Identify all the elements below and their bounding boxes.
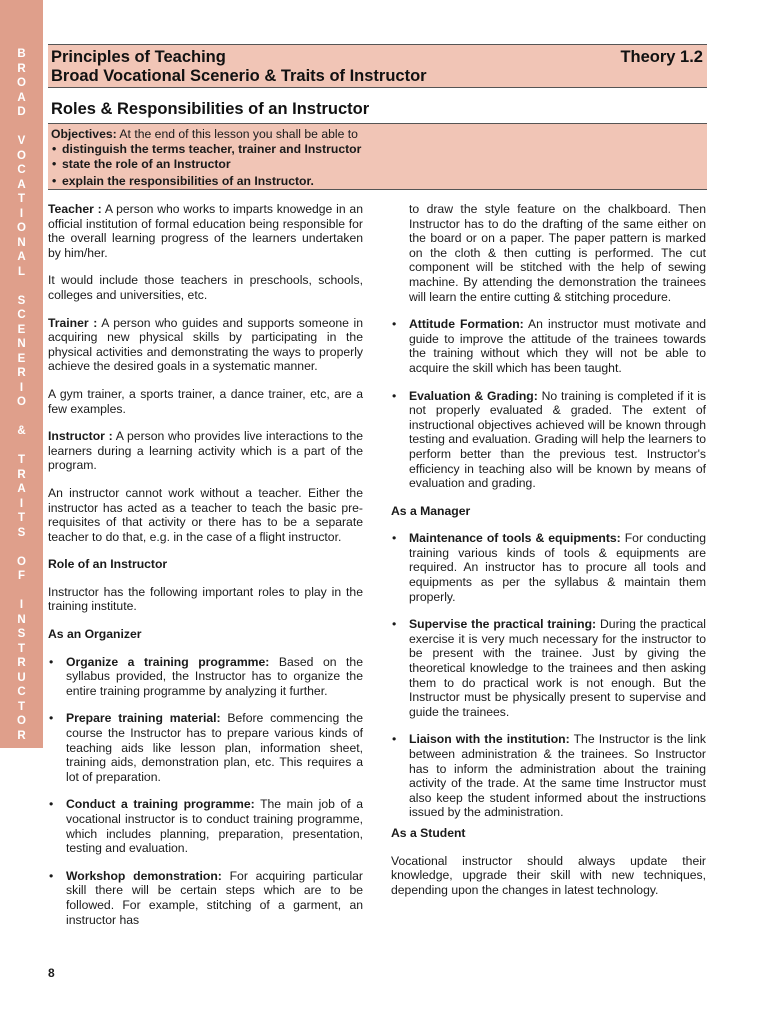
vertical-letter [0, 584, 43, 599]
teacher-definition [48, 202, 363, 260]
manager-item-term: Maintenance of tools & equipments: [409, 531, 621, 546]
vertical-letter: T [17, 642, 26, 655]
vertical-letter [0, 540, 43, 555]
trainer-def-text: A person who guides and supports someone in acquiring new physical skills by participating in the physical activities and demonstrating the ways to properly achieve the desired goals in a systematic manner. [48, 315, 364, 374]
instructor-term: Instructor : [48, 429, 113, 444]
vertical-letter: R [17, 468, 26, 481]
teacher-note: It would include those teachers in preschools, schools, colleges and universities, etc. [48, 273, 363, 302]
objectives-label: Objectives: [51, 127, 117, 141]
vertical-letter: R [17, 367, 26, 379]
vertical-letter: V [17, 135, 26, 147]
manager-item-text: During the practical exercise it is very much necessary for the instructor to be present with the trainee. Just by giving the theoretical knowledge to the trainees and then asking them to do practical work is not enough. But the Instructor must be physically present to supervise and guide the trainees. [409, 617, 706, 719]
header-theory-number: Theory 1.2 [620, 48, 703, 66]
vertical-letter: N [17, 338, 26, 350]
organizer-item [391, 317, 706, 375]
vertical-letter: L [17, 265, 26, 278]
vertical-letter: S [17, 294, 26, 307]
trainer-note: A gym trainer, a sports trainer, a dance trainer, etc, are a few examples. [48, 386, 363, 416]
organizer-item-text: Based on the syllabus provided, the Instructor has to organize the entire training programme by analyzing it further. [66, 654, 363, 698]
vertical-letter: R [17, 62, 26, 75]
student-heading: As a Student [391, 825, 466, 840]
left-column [48, 202, 363, 940]
vertical-letter: B [17, 48, 26, 60]
objectives-intro-text: At the end of this lesson you shall be able to [116, 127, 358, 141]
vertical-letter: O [17, 77, 26, 89]
vertical-letter: O [17, 149, 26, 162]
trainer-term: Trainer : [48, 315, 98, 330]
vertical-letter: I [19, 497, 24, 510]
vertical-letter: A [17, 91, 26, 104]
organizer-item [391, 389, 706, 491]
page-number: 8 [48, 966, 55, 980]
role-intro: Instructor has the following important roles to play in the training institute. [48, 584, 363, 614]
trainer-definition [48, 316, 363, 374]
manager-item-term: Supervise the practical training: [409, 617, 597, 632]
vertical-letter: & [17, 425, 26, 437]
vertical-letter [0, 279, 43, 294]
organizer-item-term: Evaluation & Grading: [409, 388, 538, 403]
vertical-letter: I [19, 381, 24, 394]
organizer-item [48, 655, 363, 699]
objectives-list [51, 142, 707, 189]
organizer-item-term: Conduct a training programme: [66, 797, 255, 812]
vertical-letter: O [17, 396, 26, 408]
manager-item [391, 732, 706, 820]
instructor-note: An instructor cannot work without a teacher. Either the instructor has acted as a teacher to teach the basic pre-requisites of that activity or there has to be a separate teacher to do that, e.g. in the case of a flight instructor. [48, 485, 363, 544]
role-heading: Role of an Instructor [48, 557, 168, 572]
vertical-letter: T [17, 193, 26, 205]
organizer-item-text: The main job of a vocational instructor is to conduct training programme, which includes planning, preparation, presentation, testing and evaluation. [66, 797, 363, 856]
organizer-item [48, 797, 363, 855]
vertical-letter: C [17, 309, 26, 321]
vertical-letter: D [17, 106, 26, 118]
organizer-item-term: Attitude Formation: [409, 317, 524, 332]
student-text: Vocational instructor should always update their knowledge, upgrade their skill with new techniques, depending upon the changes in latest technology. [391, 853, 706, 897]
header-title-line1: Principles of Teaching [51, 48, 226, 66]
manager-item [391, 531, 706, 604]
organizer-item [48, 711, 363, 784]
manager-heading: As a Manager [391, 503, 471, 518]
manager-item [391, 617, 706, 719]
vertical-letter: R [17, 729, 26, 742]
right-column [391, 202, 706, 910]
organizer-heading: As an Organizer [48, 627, 142, 642]
side-tab [0, 0, 43, 748]
vertical-letter: T [17, 454, 26, 466]
vertical-letter: E [17, 323, 26, 336]
vertical-letter: O [17, 555, 26, 568]
vertical-letter: A [17, 178, 26, 191]
vertical-letter: S [17, 628, 26, 640]
vertical-letter: E [17, 352, 26, 365]
organizer-item-text: No training is completed if it is not properly evaluated & graded. The extent of instructional objectives achieved will be known through testing and evaluation. Grading will help the learners to perform better than the previous test. Instructor's efficiency in teaching also will be known by means of evaluation and grading. [409, 388, 706, 491]
objectives-box [48, 123, 707, 190]
vertical-letter: O [17, 222, 26, 234]
vertical-letter: R [17, 657, 26, 669]
section-title: Roles & Responsibilities of an Instructor [51, 100, 370, 118]
instructor-definition [48, 429, 363, 473]
objective-item: • distinguish the terms teacher, trainer and Instructor [51, 142, 707, 157]
page-header [48, 44, 707, 88]
vertical-letter: C [17, 164, 26, 176]
vertical-letter: N [17, 613, 26, 626]
organizer-item-text: For acquiring particular skill there will be certain steps which are to be followed. For example, stitching of a garment, an instructor has [66, 868, 363, 927]
vertical-letter: T [17, 512, 26, 524]
manager-item-text: The Instructor is the link between administration & the trainees. So Instructor has to inform the administration about the training activity of the trade. At the same time Instructor must also keep the student informed about the instructions issued by the administration. [409, 732, 706, 820]
organizer-item-term: Organize a training programme: [66, 654, 270, 669]
vertical-letter: T [17, 700, 26, 713]
header-title-line2: Broad Vocational Scenerio & Traits of Instructor [51, 67, 427, 85]
organizer-item-text: An instructor must motivate and guide to improve the attitude of the trainees towards the training without which they will not be able to acquire the skill which has been taught. [409, 317, 706, 375]
teacher-term: Teacher : [48, 202, 102, 216]
vertical-letter [0, 120, 43, 135]
organizer-item [48, 869, 363, 927]
vertical-letter [0, 410, 43, 425]
manager-item-text: For conducting training various kinds of tools & equipments are required. An instructor has to procure all tools and equipments as per the syllabus & maintain them properly. [409, 531, 706, 604]
vertical-letter: O [17, 715, 26, 727]
vertical-letter: I [19, 207, 24, 220]
vertical-chapter-title [0, 47, 43, 743]
vertical-letter: A [17, 251, 26, 263]
vertical-letter: N [17, 236, 26, 249]
vertical-letter: A [17, 483, 26, 495]
objective-item: • explain the responsibilities of an Instructor. [51, 174, 707, 189]
objectives-intro [51, 127, 707, 142]
objective-item: • state the role of an Instructor [51, 157, 707, 172]
instructor-def-text: A person who provides live interactions to the learners during a learning activity which is a part of the program. [48, 429, 363, 473]
organizer-item-term: Workshop demonstration: [66, 868, 222, 883]
teacher-def-text: A person who works to imparts knowedge in an official institution of formal education being responsible for the overall learning progress of the learners undertaken by him/her. [48, 202, 363, 260]
vertical-letter: S [17, 526, 26, 539]
manager-item-term: Liaison with the institution: [409, 732, 570, 747]
vertical-letter: C [17, 686, 26, 698]
vertical-letter: I [19, 599, 24, 611]
organizer-item-term: Prepare training material: [66, 711, 221, 726]
vertical-letter: F [17, 570, 26, 582]
vertical-letter [0, 439, 43, 454]
vertical-letter: U [17, 671, 26, 684]
continued-text: to draw the style feature on the chalkboard. Then Instructor has to do the drafting of the same either on the board or on a paper. The paper pattern is marked on the cloth & then cutting is performed. The cut component will be stitched with the help of sewing machine. By attending the demonstration the trainees will learn the entire cutting & stitching procedure. [409, 202, 706, 304]
organizer-item-text: Before commencing the course the Instructor has to prepare various kinds of teaching aids like lesson plan, information sheet, training aids, demonstration plan, etc. This requires a lot of preparation. [66, 711, 364, 784]
